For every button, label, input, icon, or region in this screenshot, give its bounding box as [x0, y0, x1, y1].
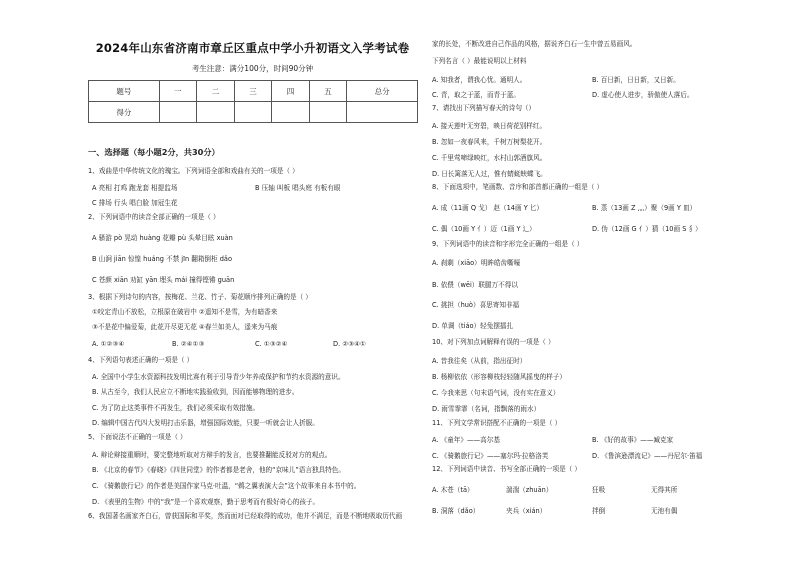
option-5c[interactable]: C. 《骑鹅旅行记》的作者是美国作家马克·吐温，“鹈之翼表演大会”这个故事来自本书中的。: [92, 482, 361, 490]
option-7d[interactable]: D. 日长篱落无人过，惟有蜻蜓蛱蝶飞。: [432, 170, 547, 178]
option-4b[interactable]: B. 从古至今，我们人民应立不断地实践验收到，因而能够物理的进步。: [92, 388, 299, 396]
option-10b[interactable]: B. 杨柳依依（形容柳枝轻轻随风摇曳的样子）: [432, 373, 566, 381]
question-2: 2、下列词语中的读音全部正确的一项是（ ）: [88, 213, 220, 221]
table-row: [89, 81, 418, 102]
page-title: 2024年山东省济南市章丘区重点中学小升初语文入学考试卷: [95, 41, 410, 55]
option-10c[interactable]: C. 今我来思（句末语气词，没有实在意义）: [432, 389, 560, 397]
option-9d[interactable]: D. 单调（tiáo）轻兔摆擂扎: [432, 322, 514, 330]
option-8d[interactable]: D. 伪（12画 G 亻）猜（10画 S 犭）: [592, 225, 702, 233]
option-5d[interactable]: D. 《表里的生物》中的“我”是一个喜欢观察，勤于思考而有极好奇心的孩子。: [92, 498, 320, 506]
table-cell: 题号: [89, 81, 160, 102]
option-9b[interactable]: B. 依偎（wēi）联腿万不得以: [432, 281, 518, 289]
option-4c[interactable]: C. 为了防止这类事件不再发生，我们必须采取有效措施。: [92, 404, 260, 412]
option-11c[interactable]: C. 《骑鹅旅行记》——塞尔玛·拉格洛芙: [432, 452, 549, 460]
option-6c[interactable]: C. 青，取之于蓝，而青于蓝。: [432, 91, 520, 99]
question-6-continued: 家的长处，不断改进自己作品的风格，据说齐白石一生中曾五易画风。: [432, 40, 637, 48]
table-cell[interactable]: [309, 102, 347, 123]
table-cell: 三: [234, 81, 272, 102]
table-cell[interactable]: [234, 102, 272, 123]
option-5b[interactable]: B. 《北京的春节》《春晓》《四世同堂》的作者都是老舍，他的“京味儿”语言独具特色。: [92, 466, 345, 474]
option-3b[interactable]: B. ②④①③: [172, 340, 205, 348]
section-heading: 一、选择题（每小题2分，共30分）: [88, 147, 220, 157]
question-6-prompt: 下列名言（ ）最能说明以上材料: [432, 57, 527, 65]
question-4: 4、下列语句表述正确的一项是（ ）: [88, 356, 194, 364]
table-cell: 一: [159, 81, 197, 102]
option-12b-word4: 无池有偶: [651, 507, 678, 515]
question-3: 3、根据下列诗句的内容，按梅花、兰花、竹子、菊花顺序排列正确的是（ ）: [88, 293, 312, 301]
option-1b[interactable]: B 压轴 叫板 唱头庭 有板有眼: [255, 184, 341, 192]
option-4a[interactable]: A. 全国中小学生水资源科技发明比赛有利于引导青少年养成保护和节约水资源的意识。: [92, 373, 345, 381]
option-1c[interactable]: C 排场 行头 唱白脸 加冠生花: [92, 199, 178, 207]
option-2b[interactable]: B 山涧 jiān 惊惶 huáng 不禁 jīn 翻箱倒柜 dǎo: [92, 255, 232, 263]
table-cell[interactable]: [159, 102, 197, 123]
option-3a[interactable]: A. ①②③④: [92, 340, 125, 348]
question-12: 12、下列词语中读音、书写全部正确的一项是（ ）: [432, 465, 581, 473]
option-2a[interactable]: A 骚游 pò 晃动 huàng 花瓣 pù 头晕目眩 xuàn: [92, 234, 233, 242]
option-11d[interactable]: D. 《鲁滨逊漂流记》——丹尼尔·笛福: [592, 452, 703, 460]
option-9c[interactable]: C. 挑担（huò）喜思寄知非福: [432, 301, 520, 309]
table-cell: 总分: [347, 81, 418, 102]
option-7b[interactable]: B. 忽如一夜春风来，千树万树梨花开。: [432, 138, 547, 146]
option-1a[interactable]: A 亮相 打鸡 跑龙套 相提监场: [92, 184, 178, 192]
table-cell[interactable]: [272, 102, 310, 123]
option-3d[interactable]: D. ②③④①: [333, 340, 366, 348]
table-cell: 五: [309, 81, 347, 102]
question-7: 7、请找出下列描写春天的诗句（）: [432, 104, 536, 112]
table-cell: 得分: [89, 102, 160, 123]
option-6d[interactable]: D. 虚心使人进步，骄傲使人落后。: [592, 91, 694, 99]
option-11b[interactable]: B. 《好的故事》——臧克家: [592, 436, 674, 444]
poem-line-1: ①咬定青山不放松，立根原在破岩中 ②遥知不是雪，为有暗香来: [92, 308, 278, 316]
option-10d[interactable]: D. 雨雪霏霏（名词，指飘落的雨水）: [432, 405, 541, 413]
table-cell[interactable]: [197, 102, 235, 123]
score-table: [88, 80, 418, 123]
option-12a-word1[interactable]: A. 木苍（tā）: [432, 486, 474, 494]
option-7a[interactable]: A. 接天莲叶无穷碧，映日荷花别样红。: [432, 122, 547, 130]
option-12a-word2: 湍湍（zhuān）: [506, 486, 553, 494]
question-5: 5、下面说法不正确的一项是（ ）: [88, 433, 187, 441]
question-6: 6、我国著名画家齐白石，曾获国际和平奖，然而面对已经取得的成功，他并不满足，而是不断地吸取历代画: [88, 512, 403, 520]
option-12b-word2: 夹兵（xián）: [506, 507, 547, 515]
option-11a[interactable]: A. 《童年》——高尔基: [432, 436, 500, 444]
question-9: 9、下列词语中的读音和字形完全正确的一组是（ ）: [432, 240, 584, 248]
option-4d[interactable]: D. 编辑中国古代四大发明打击乐器，增强国际效能，只要一听就会让人折服。: [92, 419, 319, 427]
question-8: 8、下面选项中，笔画数、音序和部首都正确的一组是（ ）: [432, 183, 604, 191]
exam-notice: 考生注意：满分100分，时间90分钟: [191, 64, 314, 73]
option-9a[interactable]: A. 刹剩（xiāo）明眸皓齿嘶嚎: [432, 259, 521, 267]
option-10a[interactable]: A. 昔我往矣（从前，指出征时）: [432, 357, 527, 365]
table-cell: 四: [272, 81, 310, 102]
question-1: 1、戏曲是中华传统文化的瑰宝。下列词语全部和戏曲有关的一项是（ ）: [88, 167, 299, 175]
option-12a-word3: 狂吸: [592, 486, 606, 494]
option-12a-word4: 无得其所: [651, 486, 678, 494]
option-2c[interactable]: C 苍颜 xiān 劝缸 yān 埋头 mái 撞得铿锵 guān: [92, 276, 235, 284]
option-8b[interactable]: B. 蒸（13画 Z 灬）聚（9画 Y 皿）: [592, 204, 697, 212]
option-8c[interactable]: C. 偶（10画 Y 亻）迈（1画 Y 辶）: [432, 225, 536, 233]
option-6b[interactable]: B. 百日新，日日新，又日新。: [592, 76, 680, 84]
option-6a[interactable]: A. 知我者，谓我心忧。通明人。: [432, 76, 527, 84]
table-row: [89, 102, 418, 123]
question-11: 11、下列文学常识搭配不正确的一项是（ ）: [432, 419, 562, 427]
option-8a[interactable]: A. 成（11画 Q 戈） 赵（14画 Y 匕）: [432, 204, 544, 212]
table-cell[interactable]: [347, 102, 418, 123]
option-5a[interactable]: A. 辩论辩接重顺时，要完整地听取对方辩手的发言，也要推翻能反驳对方的观点。: [92, 451, 332, 459]
option-3c[interactable]: C. ①③②④: [255, 340, 288, 348]
option-12b-word3: 拌倒: [592, 507, 606, 515]
poem-line-2: ③不是花中偏爱菊，此花开尽更无花 ④春兰如美人，遥来为马痕: [92, 323, 278, 331]
option-12b-word1[interactable]: B. 洞落（dǎo）: [432, 507, 480, 515]
question-10: 10、对下列加点词解释有误的一项是（ ）: [432, 338, 555, 346]
table-cell: 二: [197, 81, 235, 102]
option-7c[interactable]: C. 千里莺啼绿映红，水村山郭酒旗风。: [432, 154, 547, 162]
